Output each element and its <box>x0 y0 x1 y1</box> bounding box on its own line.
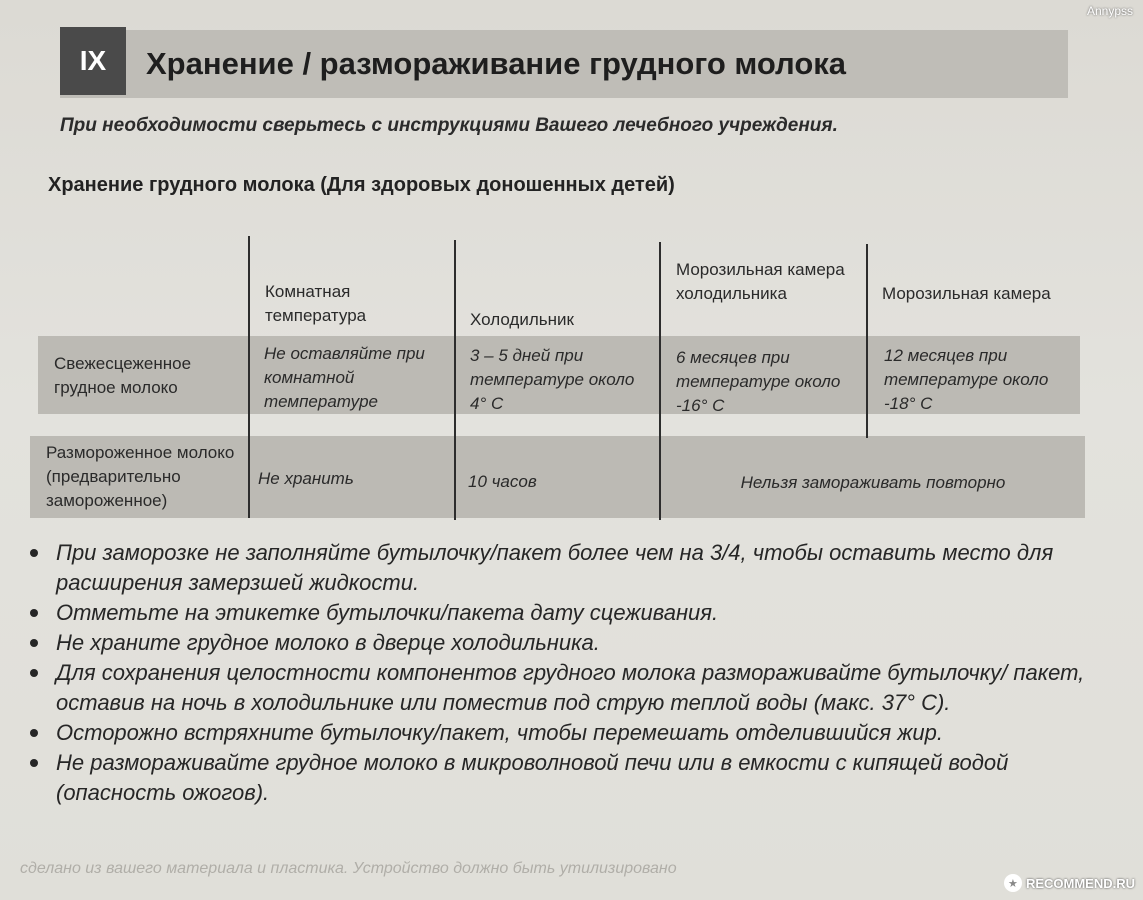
bullet-list <box>26 538 1106 808</box>
column-header-fridge-freezer: Морозильная камера холодильника <box>676 260 845 303</box>
bleed-through-text: сделано из вашего материала и пластика. Устройство должно быть утилизировано <box>20 860 677 877</box>
bullet-dot-icon <box>30 639 38 647</box>
bullet-dot-icon <box>30 759 38 767</box>
column-header-fridge: Холодильник <box>470 310 574 329</box>
section-title: Хранение / размораживание грудного молока <box>146 46 847 81</box>
bullet-dot-icon <box>30 609 38 617</box>
column-header-room: Комнатная температура <box>265 282 367 325</box>
cell-thawed-freezers: Нельзя замораживать повторно <box>740 473 1006 492</box>
bullet-dot-icon <box>30 729 38 737</box>
list-item: Отметьте на этикетке бутылочки/пакета дату сцеживания. <box>26 598 1106 628</box>
recommend-logo-icon: ★ <box>1004 874 1022 892</box>
recommend-brand: RECOMMEND.RU <box>1025 875 1135 891</box>
recommend-watermark <box>1004 874 1135 892</box>
table-title: Хранение грудного молока (Для здоровых доношенных детей) <box>48 174 675 196</box>
column-divider <box>454 240 456 520</box>
cell-fresh-fridge-freezer: 6 месяцев при температуре около -16° С <box>676 348 841 415</box>
list-item: Не размораживайте грудное молоко в микроволновой печи или в емкости с кипящей водой (опасность ожогов). <box>26 748 1106 808</box>
list-item: Осторожно встряхните бутылочку/пакет, чтобы перемешать отделившийся жир. <box>26 718 1106 748</box>
column-header-freezer: Морозильная камера <box>882 284 1051 303</box>
watermark-username: Annypss <box>1086 4 1133 18</box>
cell-thawed-fridge: 10 часов <box>468 472 537 491</box>
column-divider <box>866 244 868 438</box>
cell-fresh-freezer: 12 месяцев при температуре около -18° С <box>884 346 1049 413</box>
subtitle: При необходимости сверьтесь с инструкциями Вашего лечебного учреждения. <box>60 115 838 136</box>
bullet-dot-icon <box>30 549 38 557</box>
cell-thawed-room: Не хранить <box>258 469 354 488</box>
list-item: Не храните грудное молоко в дверце холодильника. <box>26 628 1106 658</box>
row-label-fresh: Свежесцеженное грудное молоко <box>54 354 192 397</box>
list-item: При заморозке не заполняйте бутылочку/пакет более чем на 3/4, чтобы оставить место для расширения замерзшей жидкости. <box>26 538 1106 598</box>
list-item: Для сохранения целостности компонентов грудного молока размораживайте бутылочку/ пакет, оставив на ночь в холодильнике или поместив под струю теплой воды (макс. 37° С). <box>26 658 1106 718</box>
row-label-thawed: Размороженное молоко (предварительно замороженное) <box>46 443 235 510</box>
cell-fresh-fridge: 3 – 5 дней при температуре около 4° С <box>470 346 635 413</box>
column-divider <box>659 242 661 520</box>
section-number: IX <box>60 27 126 95</box>
bullet-dot-icon <box>30 669 38 677</box>
column-divider <box>248 236 250 518</box>
cell-fresh-room: Не оставляйте при комнатной температуре <box>264 344 425 411</box>
